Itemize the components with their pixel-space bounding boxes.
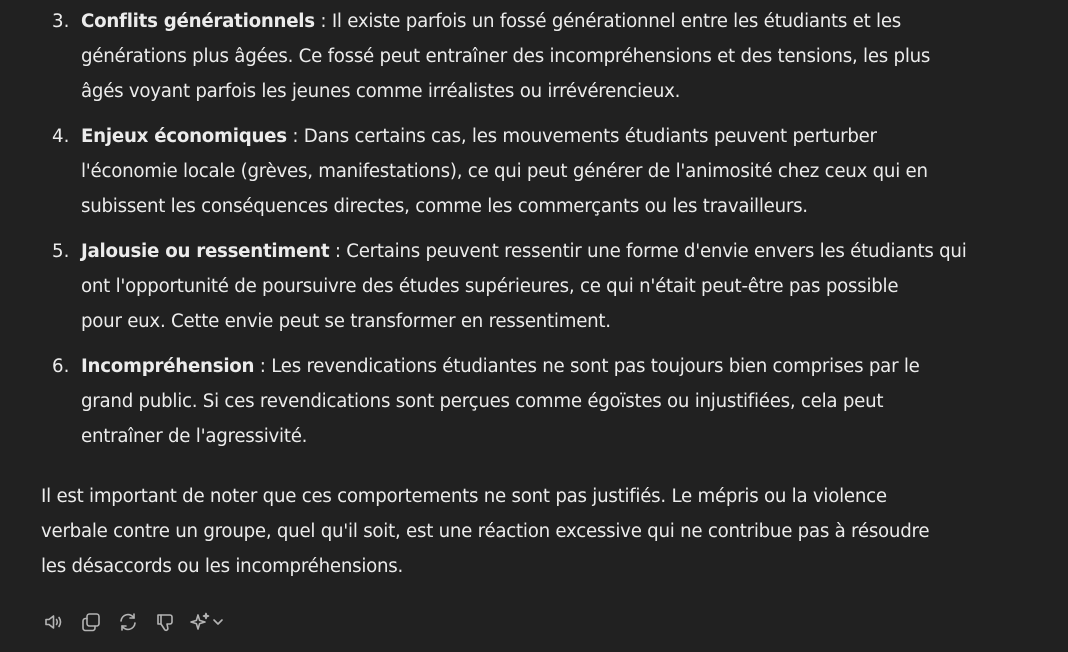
conclusion-paragraph <box>41 479 961 584</box>
chevron-down-icon <box>211 615 225 629</box>
copy-button[interactable] <box>78 609 104 635</box>
list-item-text <box>81 4 941 109</box>
conclusion-line: les désaccords ou les incompréhensions. <box>41 556 404 577</box>
list-item-number: 5. <box>52 241 70 262</box>
list-item-term: Conflits générationnels <box>81 11 315 32</box>
list-item-number: 4. <box>52 126 70 147</box>
list-item-line: pour eux. Cette envie peut se transformer en ressentiment. <box>81 311 611 332</box>
list-item-text <box>81 119 941 224</box>
list-item-line: âgés voyant parfois les jeunes comme irréalistes ou irrévérencieux. <box>81 81 681 102</box>
conclusion-line: Il est important de noter que ces comportements ne sont pas justifiés. Le mépris ou la violence <box>41 486 887 507</box>
list-item-line: entraîner de l'agressivité. <box>81 426 308 447</box>
regenerate-icon <box>117 611 139 633</box>
conclusion-line: verbale contre un groupe, quel qu'il soit, est une réaction excessive qui ne contribue pas à résoudre <box>41 521 930 542</box>
list-item-line: grand public. Si ces revendications sont perçues comme égoïstes ou injustifiées, cela peut <box>81 391 884 412</box>
list-item-term: Enjeux économiques <box>81 126 287 147</box>
thumbs-down-button[interactable] <box>152 609 178 635</box>
list-item-text <box>81 349 941 454</box>
list-item-line: subissent les conséquences directes, comme les commerçants ou les travailleurs. <box>81 196 808 217</box>
regenerate-button[interactable] <box>115 609 141 635</box>
list-item-line: l'économie locale (grèves, manifestations), ce qui peut générer de l'animosité chez ceux qui en <box>81 161 928 182</box>
list-item-number: 3. <box>52 11 70 32</box>
list-item-line: générations plus âgées. Ce fossé peut entraîner des incompréhensions et des tensions, les plus <box>81 46 931 67</box>
copy-icon <box>80 611 102 633</box>
read-aloud-icon <box>43 611 65 633</box>
list-item-line: ont l'opportunité de poursuivre des études supérieures, ce qui n'était peut-être pas possible <box>81 276 899 297</box>
sparkle-icon <box>189 611 211 633</box>
list-item-term: Jalousie ou ressentiment <box>81 241 330 262</box>
list-item-term: Incompréhension <box>81 356 255 377</box>
read-aloud-button[interactable] <box>41 609 67 635</box>
message-actions <box>41 608 225 636</box>
switch-model-button[interactable] <box>189 609 225 635</box>
list-item-line: : Il existe parfois un fossé générationnel entre les étudiants et les <box>314 11 902 32</box>
list-item-line: : Les revendications étudiantes ne sont pas toujours bien comprises par le <box>254 356 920 377</box>
list-item-number: 6. <box>52 356 70 377</box>
list-item-line: : Dans certains cas, les mouvements étudiants peuvent perturber <box>286 126 877 147</box>
thumbs-down-icon <box>154 611 176 633</box>
list-item-text <box>81 234 967 339</box>
list-item-line: : Certains peuvent ressentir une forme d'envie envers les étudiants qui <box>329 241 967 262</box>
